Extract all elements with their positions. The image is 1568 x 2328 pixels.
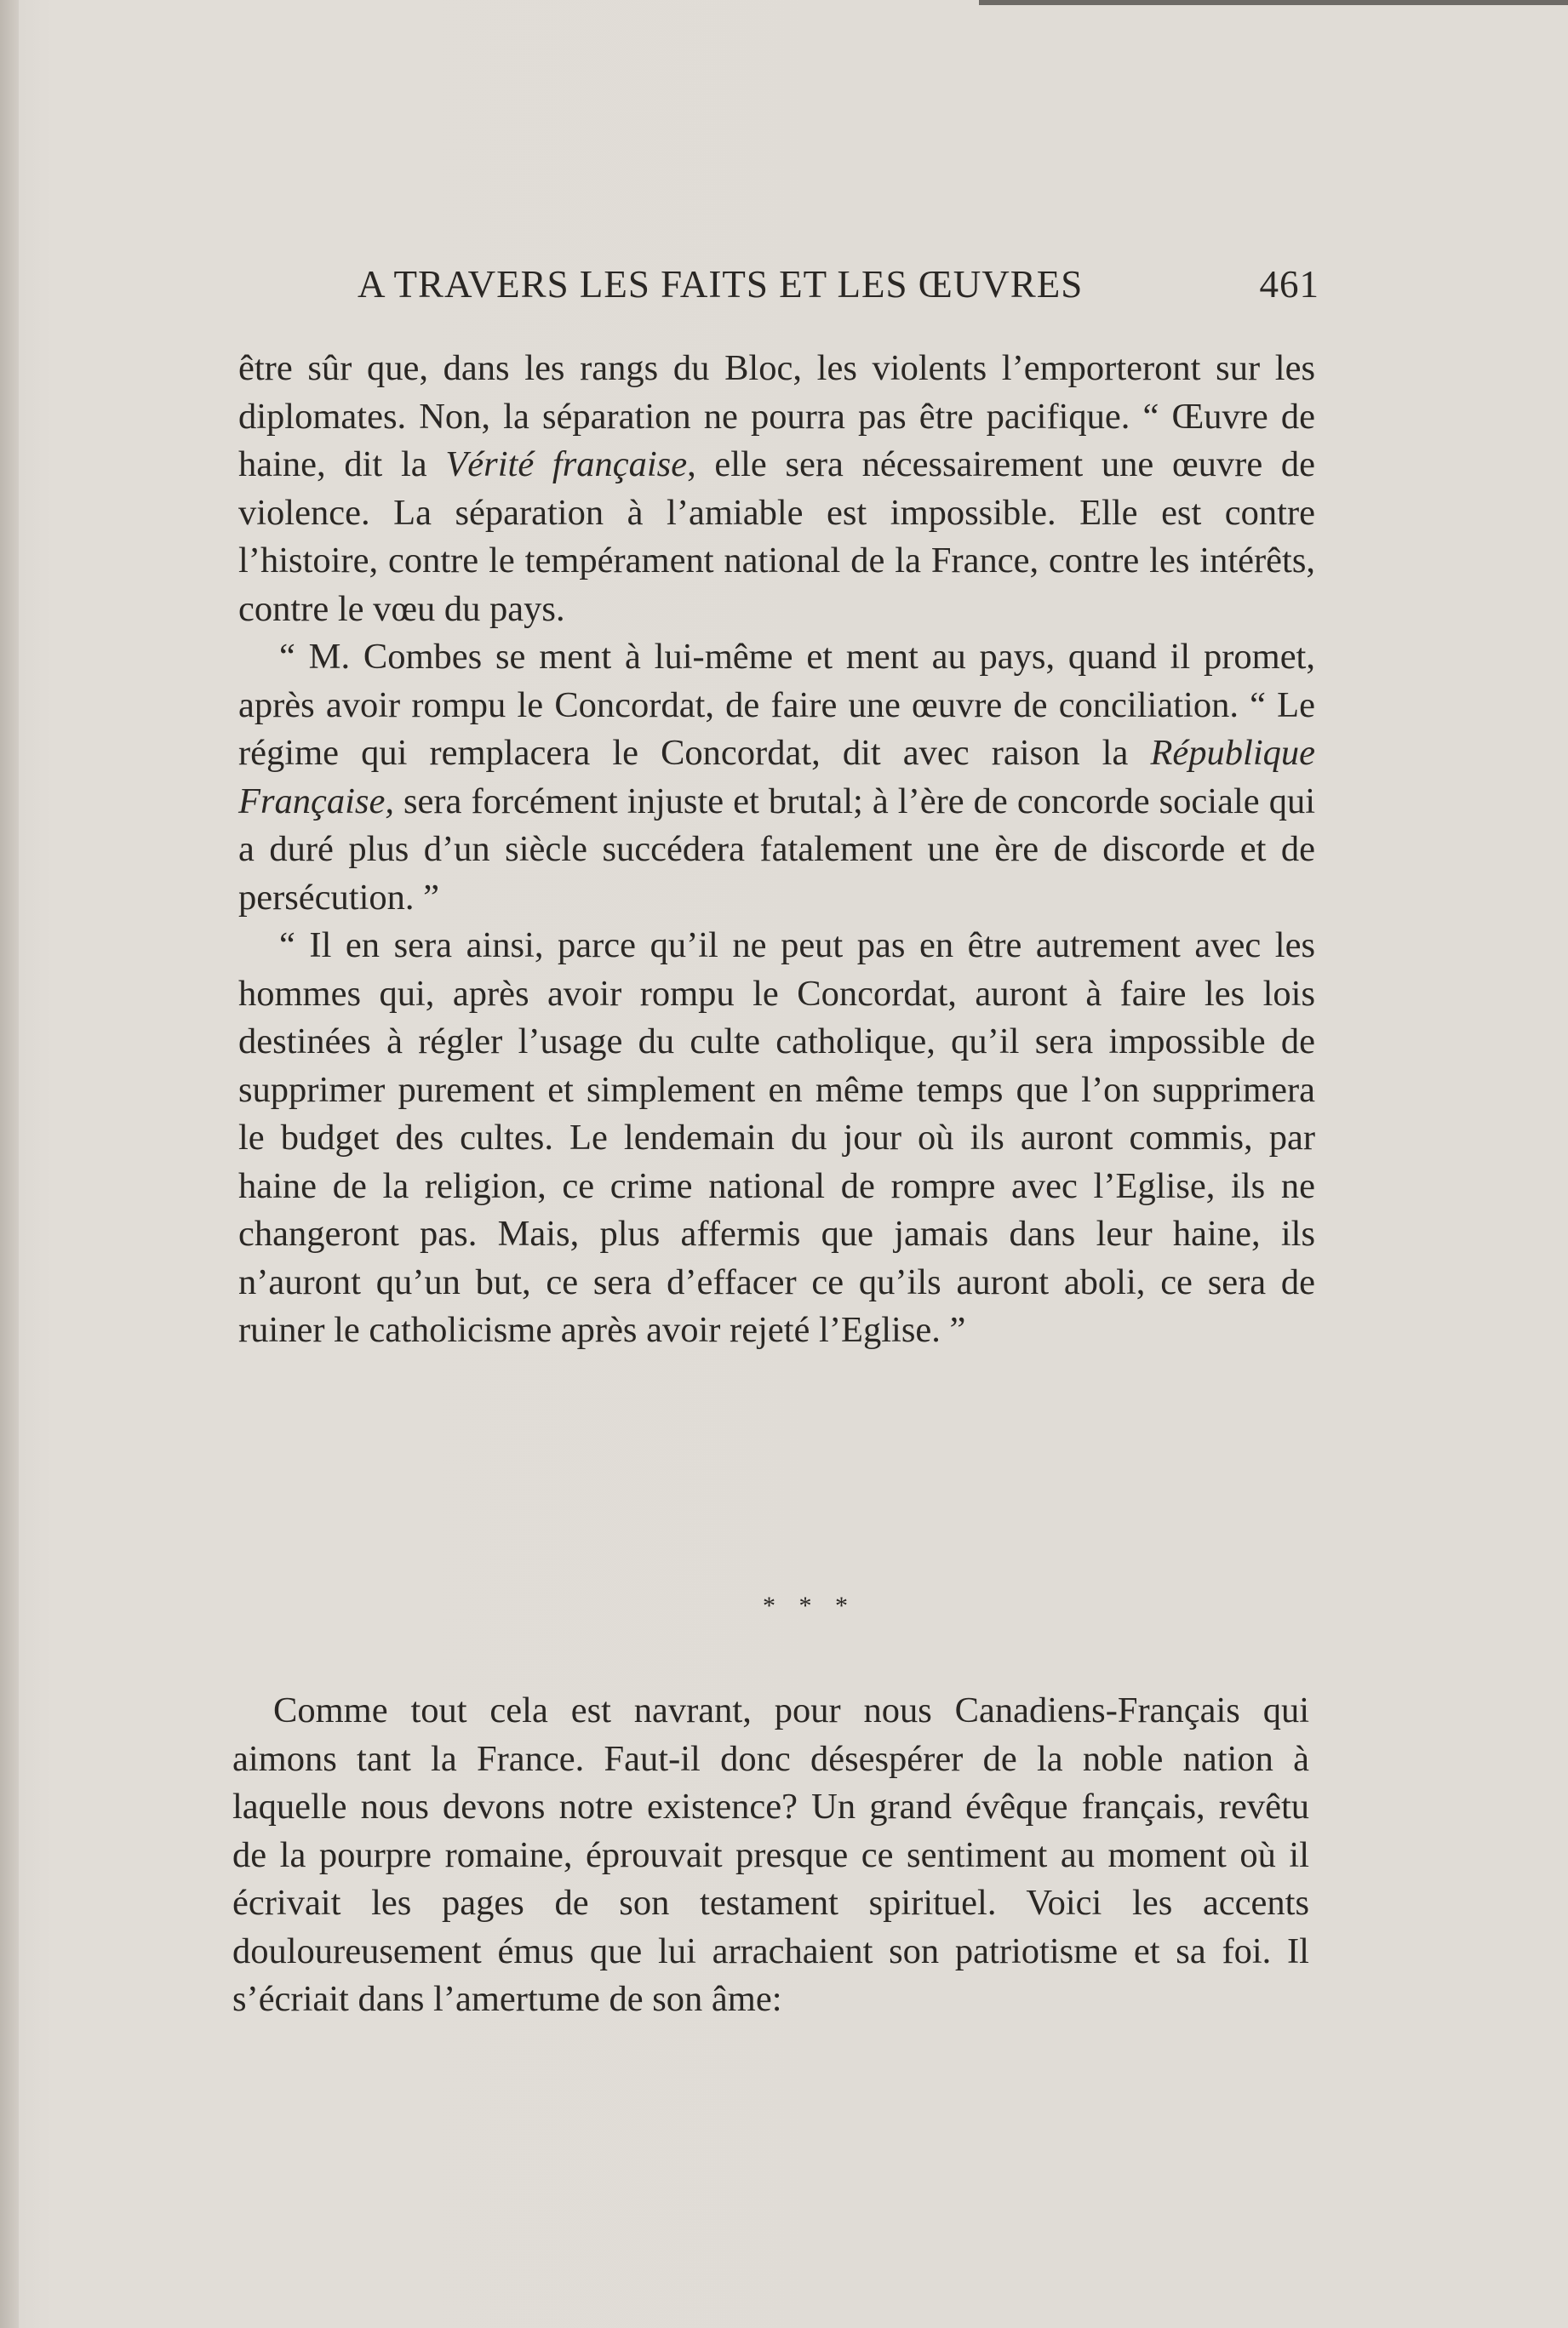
- facing-page-edge: [979, 0, 1568, 5]
- paragraph-1-text-a: être sûr que, dans les rangs du Bloc, les violents l’emporteront sur les diplomates. Non, la séparation ne pourra pas être pacifique. “ Œuvre de haine, dit la: [238, 348, 1315, 484]
- page-number: 461: [1259, 263, 1319, 306]
- paragraph-2-text-a: “ M. Combes se ment à lui-même et ment au pays, quand il promet, après avoir rompu le Concordat, de faire une œuvre de conciliation. “ Le régime qui remplacera le Concordat, dit avec raison la: [238, 637, 1315, 773]
- running-head: [358, 262, 1319, 313]
- book-binding-edge: [0, 0, 19, 2328]
- journal-title-verite-francaise: Vérité française: [445, 444, 688, 484]
- paragraph-3: “ Il en sera ainsi, parce qu’il ne peut pas en être autrement avec les hommes qui, après avoir rompu le Concordat, auront à faire les lois destinées à régler l’usage du culte catholique, qu’il sera impossible de supprimer purement et simplement en même temps que l’on supprimera le budget des cultes. Le lendemain du jour où ils auront commis, par haine de la religion, ce crime national de rompre avec l’Eglise, ils ne changeront pas. Mais, plus affermis que jamais dans leur haine, ils n’auront qu’un but, ce sera d’effacer ce qu’ils auront aboli, ce sera de ruiner le catholicisme après avoir rejeté l’Eglise. ”: [238, 925, 1315, 1350]
- paragraph-1-text-b: , elle sera nécessairement une œuvre de violence. La séparation à l’amiable est impossible. Elle est contre l’histoire, contre le tempérament national de la France, contre les intérêts, contre le vœu du pays.: [238, 444, 1316, 629]
- paragraph-1: [238, 345, 1315, 633]
- text-block: [238, 345, 1315, 1355]
- paragraph-4: Comme tout cela est navrant, pour nous Canadiens-Français qui aimons tant la France. Faut-il donc désespérer de la noble nation à laquelle nous devons notre existence? Un grand évêque français, revêtu de la pourpre romaine, éprouvait presque ce sentiment au moment où il écrivait les pages de son testament spirituel. Voici les accents douloureusement émus que lui arrachaient son patriotisme et sa foi. Il s’écriait dans l’amertume de son âme:: [232, 1690, 1309, 2019]
- section-separator: * * *: [763, 1592, 856, 1620]
- running-title: A TRAVERS LES FAITS ET LES ŒUVRES: [358, 263, 1084, 306]
- paragraph-2: [238, 633, 1315, 922]
- text-block-2: [232, 1687, 1309, 2024]
- journal-title-republique-francaise: République Française,: [238, 733, 1315, 821]
- paragraph-2-text-b: sera forcément injuste et brutal; à l’ère de concorde sociale qui a duré plus d’un siècle succédera fatalement une ère de discorde et de persécution. ”: [238, 781, 1315, 918]
